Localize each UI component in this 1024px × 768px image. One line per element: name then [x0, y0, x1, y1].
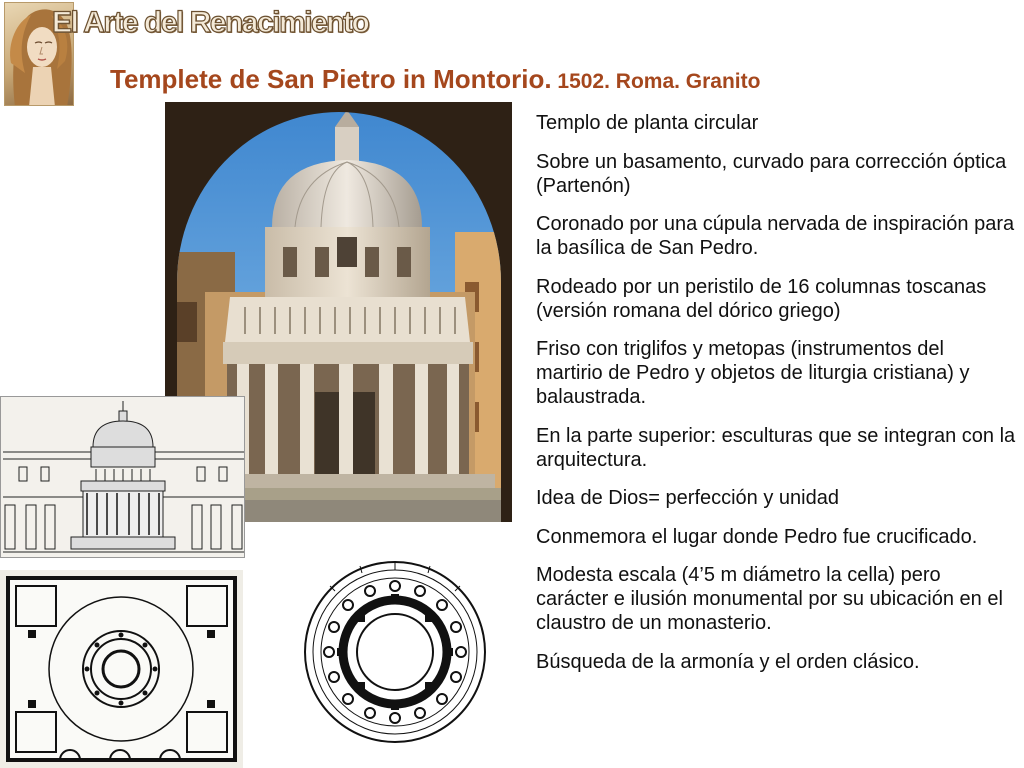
- title-subtitle: 1502. Roma. Granito: [551, 70, 761, 93]
- bullet-item: Rodeado por un peristilo de 16 columnas toscanas (versión romana del dórico griego): [536, 275, 987, 322]
- circular-plan-drawing: [300, 556, 490, 748]
- bullet-item: Sobre un basamento, curvado para corrección óptica (Partenón): [536, 150, 1007, 197]
- slide-title: [110, 64, 760, 95]
- cloister-plan-drawing: [0, 570, 243, 768]
- series-title: El Arte del Renacimiento: [52, 6, 369, 39]
- title-main: Templete de San Pietro in Montorio.: [110, 64, 552, 94]
- bullet-item: Friso con triglifos y metopas (instrumentos del martirio de Pedro y objetos de liturgia cristiana) y balaustrada.: [536, 338, 970, 408]
- bullet-item: Búsqueda de la armonía y el orden clásico.: [536, 650, 920, 673]
- elevation-drawing: [0, 396, 245, 558]
- bullet-item: Idea de Dios= perfección y unidad: [536, 487, 839, 509]
- bullet-item: Conmemora el lugar donde Pedro fue crucificado.: [536, 525, 978, 548]
- bullet-item: Modesta escala (4’5 m diámetro la cella) pero carácter e ilusión monumental por su ubicación en el claustro de un monasterio.: [536, 564, 1003, 634]
- bullet-item: Templo de planta circular: [536, 112, 759, 134]
- bullet-list: [536, 111, 1016, 688]
- bullet-item: Coronado por una cúpula nervada de inspiración para la basílica de San Pedro.: [536, 213, 1015, 259]
- bullet-item: En la parte superior: esculturas que se integran con la arquitectura.: [536, 424, 1016, 471]
